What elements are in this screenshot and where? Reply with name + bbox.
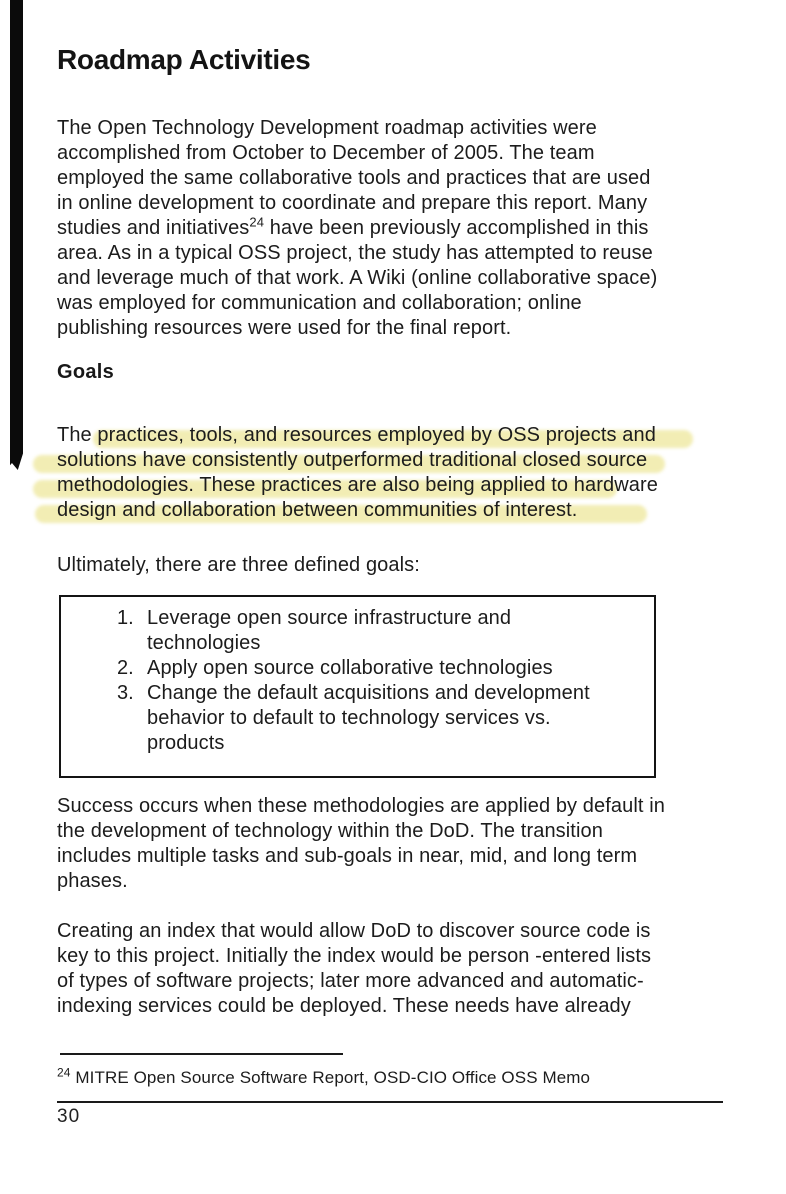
text-line: the development of technology within the DoD. The transition	[57, 820, 603, 842]
goal-item-3	[61, 681, 654, 756]
text-line: area. As in a typical OSS project, the study has attempted to reuse	[57, 242, 653, 264]
goal-text-line: Apply open source collaborative technologies	[147, 657, 553, 679]
text-line: key to this project. Initially the index would be person -entered lists	[57, 945, 652, 967]
success-paragraph	[57, 794, 729, 894]
text-line: The Open Technology Development roadmap activities were	[57, 117, 597, 139]
intro-paragraph	[57, 116, 729, 341]
text-line: phases.	[57, 870, 128, 892]
goal-text-line: Change the default acquisitions and development	[147, 682, 590, 704]
text-line: includes multiple tasks and sub-goals in near, mid, and long term	[57, 845, 638, 867]
page-number: 30	[57, 1106, 81, 1127]
footnote-marker-24: 24	[57, 1065, 71, 1080]
goal-item-2	[61, 656, 654, 681]
text-line: was employed for communication and collaboration; online	[57, 292, 582, 314]
goal-text-line: behavior to default to technology services vs.	[147, 707, 551, 729]
highlighted-text-line: design and collaboration between communities of interest.	[57, 498, 729, 523]
text-segment: have been previously accomplished in this	[264, 217, 649, 239]
text-line: Ultimately, there are three defined goals:	[57, 554, 420, 576]
creating-index-paragraph	[57, 919, 729, 1019]
page-bottom-rule	[57, 1101, 723, 1103]
text-line: accomplished from October to December of 2005. The team	[57, 142, 595, 164]
footnote-ref-24: 24	[249, 214, 265, 230]
goal-number: 3.	[117, 682, 134, 704]
scan-artifact-bar	[10, 0, 23, 470]
text-line: and leverage much of that work. A Wiki (online collaborative space)	[57, 267, 658, 289]
footnote-separator-rule	[60, 1053, 343, 1055]
goal-number: 2.	[117, 657, 134, 679]
text-line: in online development to coordinate and prepare this report. Many	[57, 192, 648, 214]
highlighted-text-line: methodologies. These practices are also being applied to hardware	[57, 473, 729, 498]
highlighted-text-line: solutions have consistently outperformed traditional closed source	[57, 448, 729, 473]
goal-text-line: technologies	[147, 632, 261, 654]
highlighted-text-line: The practices, tools, and resources employed by OSS projects and	[57, 423, 729, 448]
goals-section-heading: Goals	[57, 361, 115, 383]
goals-lead-in	[57, 553, 729, 578]
text-line: Success occurs when these methodologies are applied by default in	[57, 795, 665, 817]
page-title: Roadmap Activities	[57, 44, 311, 75]
footnote	[57, 1065, 591, 1088]
text-line-with-footnote-ref	[57, 216, 729, 241]
goals-box	[59, 595, 656, 778]
text-line: Creating an index that would allow DoD to discover source code is	[57, 920, 651, 942]
goal-text-line: Leverage open source infrastructure and	[147, 607, 512, 629]
text-line: indexing services could be deployed. These needs have already	[57, 995, 631, 1017]
text-segment: studies and initiatives	[57, 217, 250, 239]
footnote-text: MITRE Open Source Software Report, OSD-CIO Office OSS Memo	[70, 1068, 591, 1087]
goal-text-line: products	[147, 732, 225, 754]
goal-number: 1.	[117, 607, 134, 629]
text-line: publishing resources were used for the final report.	[57, 317, 512, 339]
highlighted-paragraph	[57, 423, 729, 523]
goal-item-1	[61, 606, 654, 656]
text-line: of types of software projects; later more advanced and automatic-	[57, 970, 644, 992]
text-line: employed the same collaborative tools and practices that are used	[57, 167, 651, 189]
